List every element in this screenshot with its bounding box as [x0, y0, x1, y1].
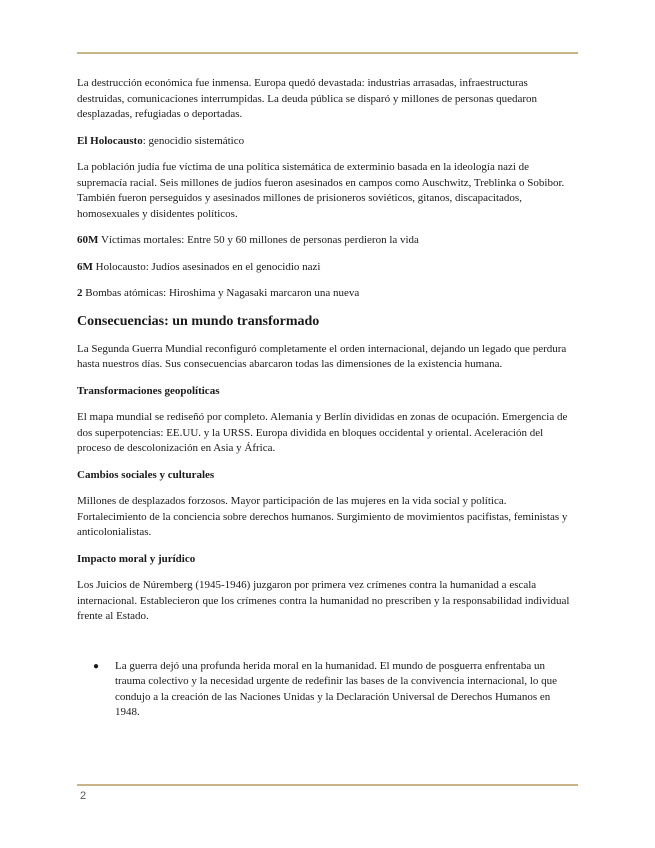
- stat-item: [77, 233, 577, 249]
- footer-rule: [77, 784, 578, 786]
- stat-item: [77, 286, 577, 302]
- stat-text: Bombas atómicas: Hiroshima y Nagasaki marcaron una nueva: [82, 287, 360, 299]
- bullet-text: La guerra dejó una profunda herida moral en la humanidad. El mundo de posguerra enfrentaba un trauma colectivo y la necesidad urgente de redefinir las bases de la convivencia internacional, lo que condujo a la creación de las Naciones Unidas y la Declaración Universal de Derechos Humanos en 1948.: [115, 659, 558, 718]
- section-text: Millones de desplazados forzosos. Mayor participación de las mujeres en la vida social y política. Fortalecimiento de la conciencia sobre derechos humanos. Surgimiento de movimientos pacifistas, feministas y anticolonialistas.: [77, 495, 568, 538]
- stat-item: [77, 260, 577, 276]
- header-rule: [77, 52, 578, 54]
- intro-paragraph: La destrucción económica fue inmensa. Europa quedó devastada: industrias arrasadas, infraestructuras destruidas, comunicaciones interrumpidas. La deuda pública se disparó y millones de personas quedaron desplazadas, refugiadas o deportadas.: [77, 77, 538, 120]
- section-title: Cambios sociales y culturales: [77, 468, 215, 481]
- stat-text: Holocausto: Judíos asesinados en el genocidio nazi: [92, 260, 321, 273]
- consequences-intro: La Segunda Guerra Mundial reconfiguró completamente el orden internacional, dejando un legado que perdura hasta nuestros días. Sus consecuencias abarcaron todas las dimensiones de la existencia humana.: [77, 342, 567, 370]
- section-title: Impacto moral y jurídico: [77, 552, 196, 565]
- page-content: [77, 76, 577, 721]
- consequences-heading: Consecuencias: un mundo transformado: [77, 313, 320, 329]
- bullet-icon: ●: [93, 660, 100, 672]
- stat-value: 60M: [77, 234, 99, 246]
- holocaust-title: El Holocausto: [77, 134, 143, 147]
- bullet-list: [77, 659, 577, 721]
- holocaust-paragraph: La población judía fue víctima de una política sistemática de exterminio basada en la ideología nazi de supremacía racial. Seis millones de judíos fueron asesinados en campos como Auschwitz, Treblinka o Sobibor. También fueron perseguidos y asesinados millones de prisioneros soviéticos, gitanos, discapacitados, homosexuales y disidentes políticos.: [77, 161, 565, 220]
- list-item: [93, 659, 577, 721]
- stat-value: 6M: [77, 260, 93, 273]
- section-title: Transformaciones geopolíticas: [77, 384, 220, 397]
- section-text: El mapa mundial se rediseñó por completo. Alemania y Berlín divididas en zonas de ocupación. Emergencia de dos superpotencias: EE.UU. y la URSS. Europa dividida en bloques occidental y oriental. Aceleración del proceso de descolonización en Asia y África.: [77, 411, 568, 454]
- holocaust-subtitle: : genocidio sistemático: [142, 134, 245, 147]
- stat-value: 2: [77, 287, 83, 299]
- page-number: 2: [80, 790, 87, 802]
- holocaust-heading: [77, 134, 577, 150]
- section-text: Los Juicios de Núremberg (1945-1946) juzgaron por primera vez crímenes contra la humanidad a escala internacional. Establecieron que los crímenes contra la humanidad no prescriben y la responsabilidad individual frente al Estado.: [77, 579, 570, 622]
- stat-text: Víctimas mortales: Entre 50 y 60 millones de personas perdieron la vida: [98, 234, 419, 246]
